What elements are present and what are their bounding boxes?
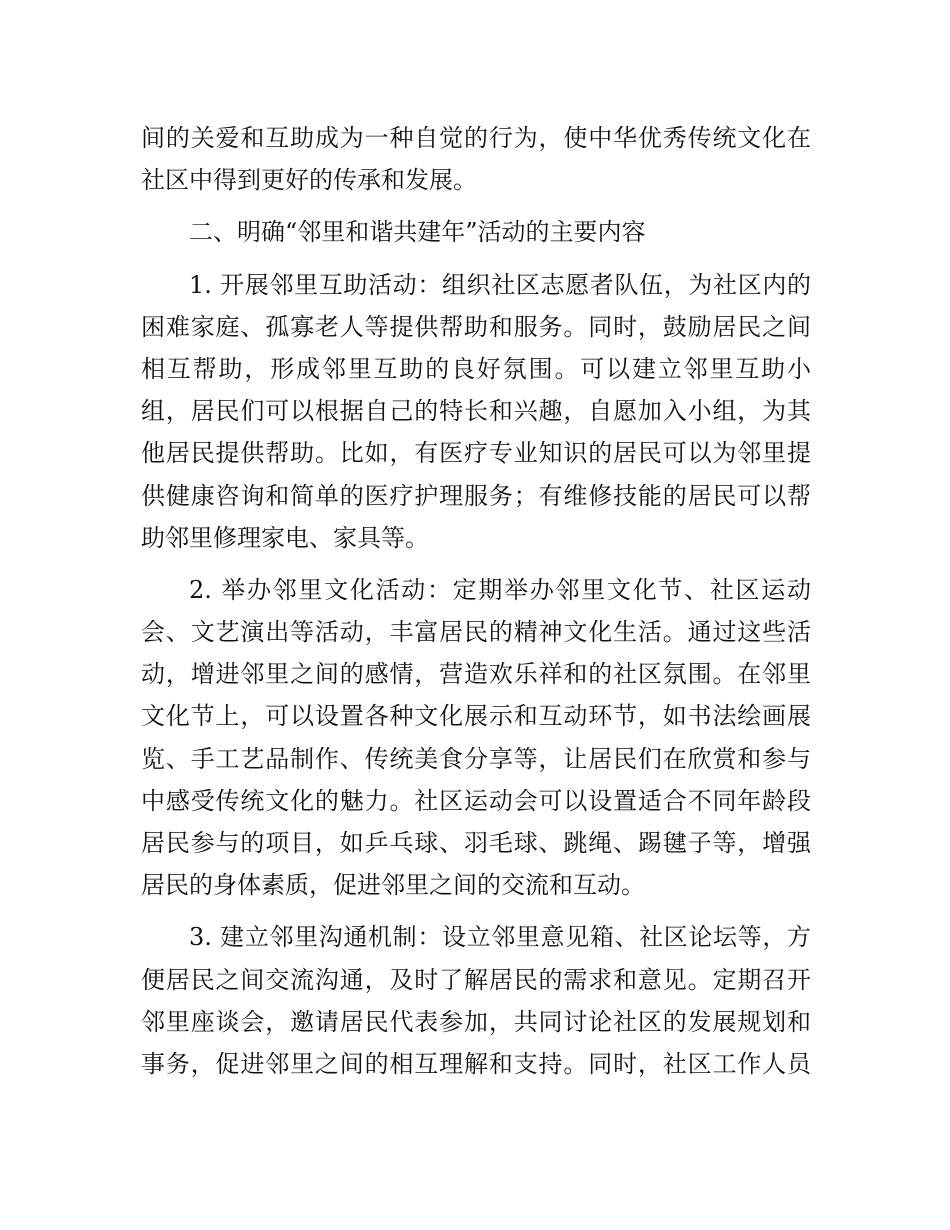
text-line: 他居民提供帮助。比如，有医疗专业知识的居民可以为邻里提 <box>141 439 811 468</box>
text-line: 居民参与的项目，如乒乓球、羽毛球、跳绳、踢毽子等，增强 <box>141 829 811 857</box>
text-line: 相互帮助，形成邻里互助的良好氛围。可以建立邻里互助小 <box>141 354 811 383</box>
item-1-paragraph <box>141 264 811 559</box>
text-line: 2. 举办邻里文化活动：定期举办邻里文化节、社区运动 <box>189 575 811 604</box>
document-body <box>141 117 811 1085</box>
text-line: 助邻里修理家电、家具等。 <box>141 523 429 552</box>
text-line: 动，增进邻里之间的感情，营造欢乐祥和的社区氛围。在邻里 <box>141 660 811 689</box>
text-line: 社区中得到更好的传承和发展。 <box>141 166 477 195</box>
text-line: 组，居民们可以根据自己的特长和兴趣，自愿加入小组，为其 <box>141 397 811 426</box>
text-line: 便居民之间交流沟通，及时了解居民的需求和意见。定期召开 <box>141 965 811 994</box>
text-line: 事务，促进邻里之间的相互理解和支持。同时，社区工作人员 <box>141 1049 811 1078</box>
text-line: 会、文艺演出等活动，丰富居民的精神文化生活。通过这些活 <box>141 618 811 647</box>
text-line: 供健康咨询和简单的医疗护理服务；有维修技能的居民可以帮 <box>141 481 811 510</box>
text-line: 览、手工艺品制作、传统美食分享等，让居民们在欣赏和参与 <box>141 744 811 773</box>
text-line: 1. 开展邻里互助活动：组织社区志愿者队伍，为社区内的 <box>189 270 811 299</box>
text-line: 困难家庭、孤寡老人等提供帮助和服务。同时，鼓励居民之间 <box>141 312 811 341</box>
item-3-paragraph <box>141 916 811 1085</box>
text-line: 3. 建立邻里沟通机制：设立邻里意见箱、社区论坛等，方 <box>189 923 811 952</box>
text-line: 文化节上，可以设置各种文化展示和互动环节，如书法绘画展 <box>141 702 811 731</box>
text-line: 邻里座谈会，邀请居民代表参加，共同讨论社区的发展规划和 <box>141 1007 811 1036</box>
section-heading: 二、明确“邻里和谐共建年”活动的主要内容 <box>189 218 646 247</box>
text-line: 居民的身体素质，促进邻里之间的交流和互动。 <box>141 871 645 900</box>
item-2-paragraph <box>141 569 811 907</box>
text-line: 中感受传统文化的魅力。社区运动会可以设置适合不同年龄段 <box>141 786 811 815</box>
intro-paragraph <box>141 117 811 201</box>
text-line: 间的关爱和互助成为一种自觉的行为，使中华优秀传统文化在 <box>141 124 811 152</box>
